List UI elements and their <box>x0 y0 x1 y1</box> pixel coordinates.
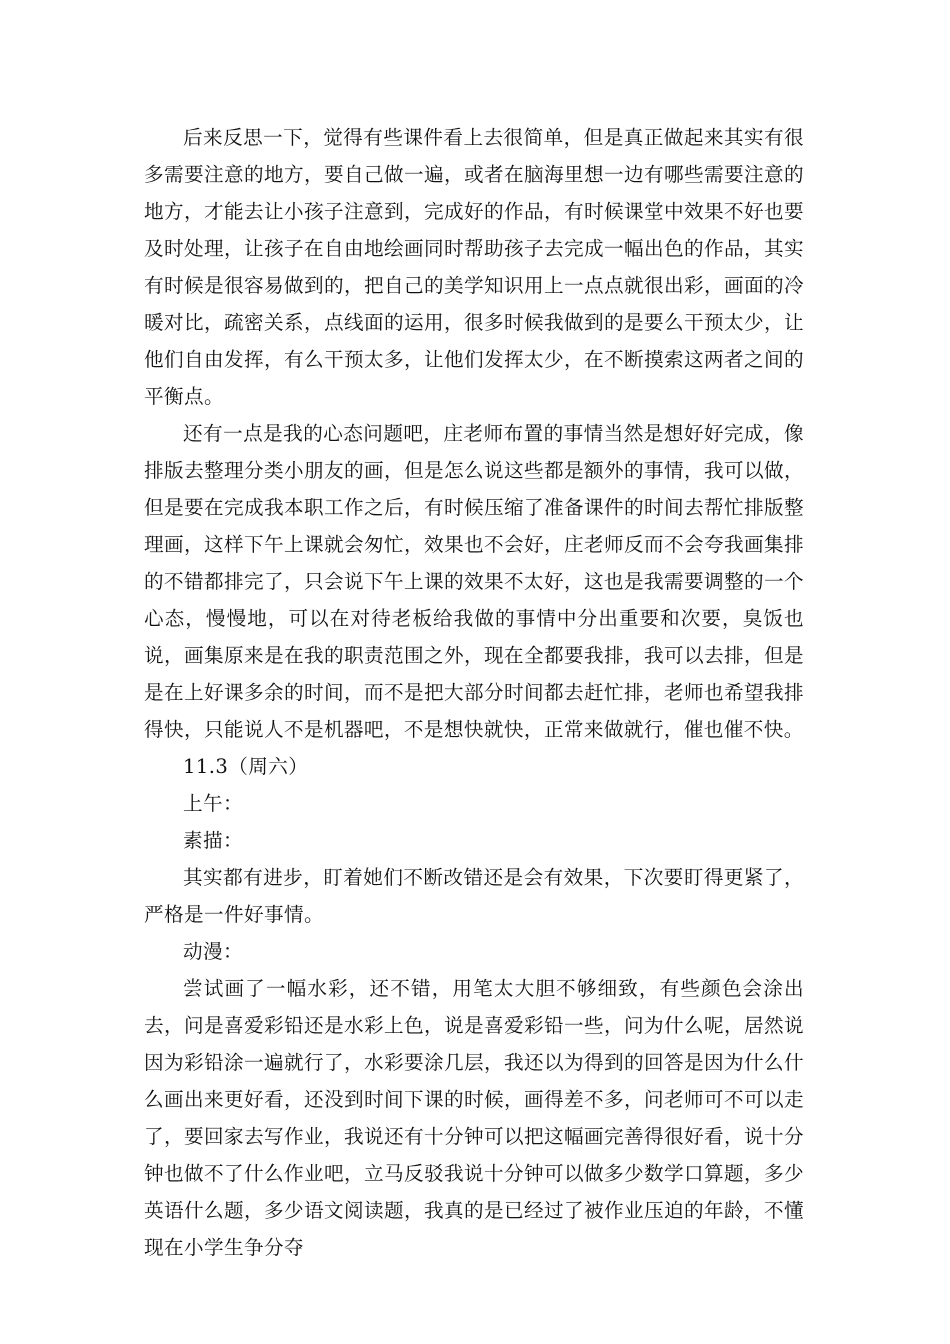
paragraph-sketch: 其实都有进步，盯着她们不断改错还是会有效果，下次要盯得更紧了，严格是一件好事情。 <box>144 866 804 926</box>
morning-heading: 上午： <box>183 792 243 815</box>
anime-heading: 动漫： <box>183 940 243 963</box>
paragraph-mindset: 还有一点是我的心态问题吧，庄老师布置的事情当然是想好好完成，像排版去整理分类小朋友的画，但是怎么说这些都是额外的事情，我可以做，但是要在完成我本职工作之后，有时候压缩了准备课件的时间去帮忙排版整理画，这样下午上课就会匆忙，效果也不会好，庄老师反而不会夸我画集排的不错都排完了，只会说下午上课的效果不太好，这也是我需要调整的一个心态，慢慢地，可以在对待老板给我做的事情中分出重要和次要，臭饭也说，画集原来是在我的职责范围之外，现在全都要我排，我可以去排，但是是在上好课多余的时间，而不是把大部分时间都去赶忙排，老师也希望我排得快，只能说人不是机器吧，不是想快就快，正常来做就行，催也催不快。 <box>144 422 804 741</box>
date-heading: 11.3（周六） <box>183 755 309 778</box>
document-body <box>144 119 804 1266</box>
paragraph-anime: 尝试画了一幅水彩，还不错，用笔太大胆不够细致，有些颜色会涂出去，问是喜爱彩铅还是水彩上色，说是喜爱彩铅一些，问为什么呢，居然说因为彩铅涂一遍就行了，水彩要涂几层，我还以为得到的回答是因为什么什么画出来更好看，还没到时间下课的时候，画得差不多，问老师可不可以走了，要回家去写作业，我说还有十分钟可以把这幅画完善得很好看，说十分钟也做不了什么作业吧，立马反驳我说十分钟可以做多少数学口算题，多少英语什么题，多少语文阅读题，我真的是已经过了被作业压迫的年龄，不懂现在小学生争分夺 <box>144 977 804 1259</box>
paragraph-reflection: 后来反思一下，觉得有些课件看上去很简单，但是真正做起来其实有很多需要注意的地方，要自己做一遍，或者在脑海里想一边有哪些需要注意的地方，才能去让小孩子注意到，完成好的作品，有时候课堂中效果不好也要及时处理，让孩子在自由地绘画同时帮助孩子去完成一幅出色的作品，其实有时候是很容易做到的，把自己的美学知识用上一点点就很出彩，画面的冷暖对比，疏密关系，点线面的运用，很多时候我做到的是要么干预太少，让他们自由发挥，有么干预太多，让他们发挥太少，在不断摸索这两者之间的平衡点。 <box>144 126 804 408</box>
sketch-heading: 素描： <box>183 829 243 852</box>
